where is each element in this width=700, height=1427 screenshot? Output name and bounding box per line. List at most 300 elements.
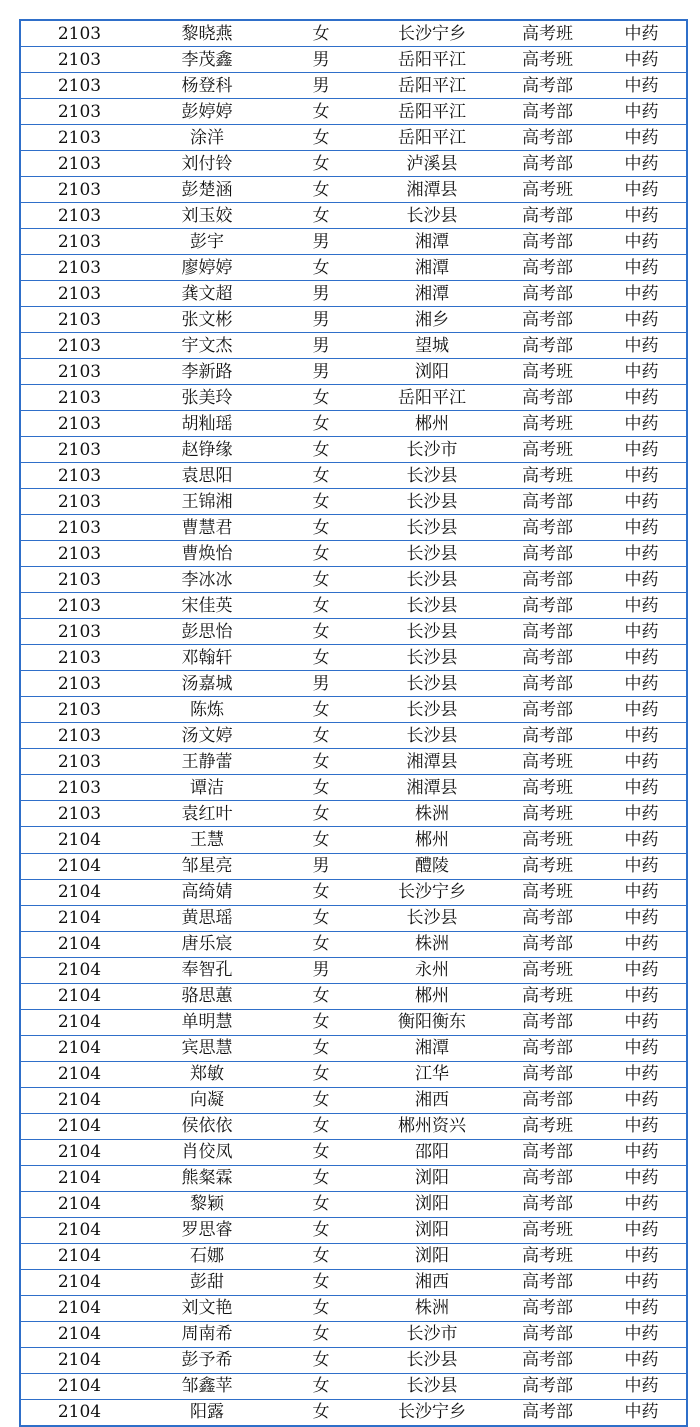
class-cell: 2104 [20, 1139, 138, 1165]
admission-type-cell: 高考部 [498, 1399, 597, 1426]
origin-cell: 岳阳平江 [366, 385, 498, 411]
origin-cell: 湘潭 [366, 1035, 498, 1061]
class-cell: 2103 [20, 73, 138, 99]
gender-cell: 男 [276, 359, 366, 385]
name-cell: 彭予希 [138, 1347, 276, 1373]
major-cell: 中药 [597, 385, 687, 411]
admission-type-cell: 高考部 [498, 697, 597, 723]
gender-cell: 男 [276, 333, 366, 359]
table-row [20, 827, 687, 853]
name-cell: 汤嘉城 [138, 671, 276, 697]
name-cell: 高绮婧 [138, 879, 276, 905]
class-cell: 2104 [20, 1347, 138, 1373]
name-cell: 宋佳英 [138, 593, 276, 619]
major-cell: 中药 [597, 281, 687, 307]
origin-cell: 浏阳 [366, 1165, 498, 1191]
major-cell: 中药 [597, 619, 687, 645]
class-cell: 2103 [20, 281, 138, 307]
table-row [20, 1113, 687, 1139]
table-row [20, 1035, 687, 1061]
table-row [20, 1373, 687, 1399]
major-cell: 中药 [597, 827, 687, 853]
class-cell: 2103 [20, 307, 138, 333]
admission-type-cell: 高考部 [498, 1139, 597, 1165]
origin-cell: 浏阳 [366, 1217, 498, 1243]
name-cell: 彭思怡 [138, 619, 276, 645]
origin-cell: 浏阳 [366, 1243, 498, 1269]
class-cell: 2103 [20, 541, 138, 567]
admission-type-cell: 高考部 [498, 203, 597, 229]
table-row [20, 177, 687, 203]
origin-cell: 长沙县 [366, 723, 498, 749]
admission-type-cell: 高考部 [498, 567, 597, 593]
origin-cell: 湘潭县 [366, 749, 498, 775]
table-row [20, 203, 687, 229]
class-cell: 2104 [20, 1061, 138, 1087]
gender-cell: 女 [276, 1373, 366, 1399]
admission-type-cell: 高考部 [498, 1269, 597, 1295]
major-cell: 中药 [597, 515, 687, 541]
admission-type-cell: 高考班 [498, 827, 597, 853]
admission-type-cell: 高考部 [498, 99, 597, 125]
gender-cell: 女 [276, 723, 366, 749]
table-row [20, 1399, 687, 1426]
table-row [20, 905, 687, 931]
table-row [20, 333, 687, 359]
table-row [20, 125, 687, 151]
admission-type-cell: 高考部 [498, 931, 597, 957]
major-cell: 中药 [597, 307, 687, 333]
gender-cell: 女 [276, 801, 366, 827]
admission-type-cell: 高考部 [498, 1035, 597, 1061]
table-row [20, 775, 687, 801]
origin-cell: 浏阳 [366, 1191, 498, 1217]
admission-type-cell: 高考班 [498, 359, 597, 385]
gender-cell: 女 [276, 1347, 366, 1373]
major-cell: 中药 [597, 177, 687, 203]
admission-type-cell: 高考部 [498, 255, 597, 281]
table-row [20, 645, 687, 671]
major-cell: 中药 [597, 593, 687, 619]
class-cell: 2104 [20, 1113, 138, 1139]
origin-cell: 岳阳平江 [366, 47, 498, 73]
admission-type-cell: 高考班 [498, 983, 597, 1009]
major-cell: 中药 [597, 229, 687, 255]
name-cell: 王静蕾 [138, 749, 276, 775]
class-cell: 2103 [20, 99, 138, 125]
class-cell: 2104 [20, 957, 138, 983]
admission-type-cell: 高考部 [498, 645, 597, 671]
student-table [19, 19, 688, 1427]
origin-cell: 湘西 [366, 1087, 498, 1113]
admission-type-cell: 高考部 [498, 1295, 597, 1321]
admission-type-cell: 高考班 [498, 20, 597, 47]
gender-cell: 男 [276, 853, 366, 879]
name-cell: 侯依依 [138, 1113, 276, 1139]
major-cell: 中药 [597, 463, 687, 489]
table-row [20, 1009, 687, 1035]
admission-type-cell: 高考部 [498, 333, 597, 359]
gender-cell: 女 [276, 203, 366, 229]
class-cell: 2104 [20, 983, 138, 1009]
major-cell: 中药 [597, 1035, 687, 1061]
origin-cell: 郴州 [366, 827, 498, 853]
major-cell: 中药 [597, 1373, 687, 1399]
class-cell: 2103 [20, 255, 138, 281]
origin-cell: 长沙县 [366, 905, 498, 931]
major-cell: 中药 [597, 541, 687, 567]
origin-cell: 长沙县 [366, 697, 498, 723]
class-cell: 2103 [20, 645, 138, 671]
name-cell: 刘付铃 [138, 151, 276, 177]
admission-type-cell: 高考班 [498, 879, 597, 905]
admission-type-cell: 高考部 [498, 905, 597, 931]
origin-cell: 湘西 [366, 1269, 498, 1295]
origin-cell: 湘潭县 [366, 177, 498, 203]
origin-cell: 郴州资兴 [366, 1113, 498, 1139]
major-cell: 中药 [597, 671, 687, 697]
major-cell: 中药 [597, 1009, 687, 1035]
gender-cell: 女 [276, 827, 366, 853]
table-row [20, 1217, 687, 1243]
gender-cell: 女 [276, 1191, 366, 1217]
origin-cell: 长沙县 [366, 1347, 498, 1373]
table-row [20, 1087, 687, 1113]
origin-cell: 湘潭 [366, 281, 498, 307]
major-cell: 中药 [597, 47, 687, 73]
major-cell: 中药 [597, 931, 687, 957]
name-cell: 邹星亮 [138, 853, 276, 879]
admission-type-cell: 高考部 [498, 1191, 597, 1217]
name-cell: 罗思睿 [138, 1217, 276, 1243]
gender-cell: 女 [276, 125, 366, 151]
major-cell: 中药 [597, 203, 687, 229]
name-cell: 王锦湘 [138, 489, 276, 515]
name-cell: 石娜 [138, 1243, 276, 1269]
class-cell: 2103 [20, 203, 138, 229]
name-cell: 胡籼瑶 [138, 411, 276, 437]
major-cell: 中药 [597, 853, 687, 879]
major-cell: 中药 [597, 697, 687, 723]
gender-cell: 女 [276, 177, 366, 203]
admission-type-cell: 高考部 [498, 515, 597, 541]
gender-cell: 女 [276, 489, 366, 515]
gender-cell: 女 [276, 411, 366, 437]
table-row [20, 1295, 687, 1321]
major-cell: 中药 [597, 1087, 687, 1113]
origin-cell: 湘潭 [366, 229, 498, 255]
major-cell: 中药 [597, 1165, 687, 1191]
name-cell: 邓翰轩 [138, 645, 276, 671]
gender-cell: 女 [276, 1087, 366, 1113]
origin-cell: 岳阳平江 [366, 125, 498, 151]
gender-cell: 女 [276, 1035, 366, 1061]
table-row [20, 801, 687, 827]
table-row [20, 671, 687, 697]
class-cell: 2104 [20, 1087, 138, 1113]
gender-cell: 女 [276, 1061, 366, 1087]
table-row [20, 1347, 687, 1373]
class-cell: 2103 [20, 671, 138, 697]
major-cell: 中药 [597, 1321, 687, 1347]
table-row [20, 749, 687, 775]
admission-type-cell: 高考班 [498, 853, 597, 879]
name-cell: 赵铮缘 [138, 437, 276, 463]
admission-type-cell: 高考部 [498, 593, 597, 619]
class-cell: 2103 [20, 151, 138, 177]
class-cell: 2103 [20, 463, 138, 489]
table-row [20, 307, 687, 333]
name-cell: 彭宇 [138, 229, 276, 255]
name-cell: 刘玉姣 [138, 203, 276, 229]
gender-cell: 男 [276, 47, 366, 73]
name-cell: 李冰冰 [138, 567, 276, 593]
admission-type-cell: 高考班 [498, 463, 597, 489]
name-cell: 龚文超 [138, 281, 276, 307]
class-cell: 2103 [20, 749, 138, 775]
table-row [20, 463, 687, 489]
class-cell: 2103 [20, 801, 138, 827]
name-cell: 骆思蕙 [138, 983, 276, 1009]
admission-type-cell: 高考部 [498, 1061, 597, 1087]
origin-cell: 长沙宁乡 [366, 879, 498, 905]
major-cell: 中药 [597, 1191, 687, 1217]
gender-cell: 女 [276, 697, 366, 723]
gender-cell: 女 [276, 879, 366, 905]
table-row [20, 619, 687, 645]
admission-type-cell: 高考班 [498, 1243, 597, 1269]
admission-type-cell: 高考部 [498, 125, 597, 151]
origin-cell: 长沙县 [366, 463, 498, 489]
name-cell: 袁思阳 [138, 463, 276, 489]
admission-type-cell: 高考部 [498, 73, 597, 99]
name-cell: 曹慧君 [138, 515, 276, 541]
admission-type-cell: 高考部 [498, 619, 597, 645]
name-cell: 李新路 [138, 359, 276, 385]
admission-type-cell: 高考部 [498, 489, 597, 515]
table-row [20, 723, 687, 749]
class-cell: 2104 [20, 1399, 138, 1426]
major-cell: 中药 [597, 125, 687, 151]
name-cell: 邹鑫苹 [138, 1373, 276, 1399]
table-row [20, 281, 687, 307]
gender-cell: 女 [276, 151, 366, 177]
major-cell: 中药 [597, 775, 687, 801]
table-row [20, 1139, 687, 1165]
gender-cell: 女 [276, 255, 366, 281]
gender-cell: 女 [276, 385, 366, 411]
major-cell: 中药 [597, 359, 687, 385]
gender-cell: 女 [276, 775, 366, 801]
name-cell: 陈炼 [138, 697, 276, 723]
class-cell: 2103 [20, 47, 138, 73]
gender-cell: 女 [276, 1009, 366, 1035]
admission-type-cell: 高考部 [498, 1373, 597, 1399]
table-row [20, 411, 687, 437]
major-cell: 中药 [597, 437, 687, 463]
name-cell: 肖佼凤 [138, 1139, 276, 1165]
gender-cell: 女 [276, 1399, 366, 1426]
origin-cell: 郴州 [366, 983, 498, 1009]
major-cell: 中药 [597, 1217, 687, 1243]
class-cell: 2104 [20, 1217, 138, 1243]
name-cell: 单明慧 [138, 1009, 276, 1035]
name-cell: 熊粲霖 [138, 1165, 276, 1191]
name-cell: 黄思瑶 [138, 905, 276, 931]
gender-cell: 女 [276, 1243, 366, 1269]
name-cell: 黎颖 [138, 1191, 276, 1217]
admission-type-cell: 高考班 [498, 749, 597, 775]
origin-cell: 株洲 [366, 931, 498, 957]
class-cell: 2103 [20, 593, 138, 619]
admission-type-cell: 高考班 [498, 801, 597, 827]
table-row [20, 73, 687, 99]
table-row [20, 489, 687, 515]
class-cell: 2104 [20, 1295, 138, 1321]
origin-cell: 长沙县 [366, 593, 498, 619]
name-cell: 刘文艳 [138, 1295, 276, 1321]
table-row [20, 1321, 687, 1347]
admission-type-cell: 高考班 [498, 1113, 597, 1139]
table-row [20, 879, 687, 905]
origin-cell: 株洲 [366, 801, 498, 827]
admission-type-cell: 高考班 [498, 957, 597, 983]
gender-cell: 男 [276, 73, 366, 99]
name-cell: 彭楚涵 [138, 177, 276, 203]
class-cell: 2103 [20, 775, 138, 801]
name-cell: 阳露 [138, 1399, 276, 1426]
table-row [20, 255, 687, 281]
origin-cell: 江华 [366, 1061, 498, 1087]
origin-cell: 长沙县 [366, 541, 498, 567]
origin-cell: 永州 [366, 957, 498, 983]
admission-type-cell: 高考部 [498, 541, 597, 567]
origin-cell: 浏阳 [366, 359, 498, 385]
class-cell: 2103 [20, 385, 138, 411]
admission-type-cell: 高考部 [498, 1347, 597, 1373]
gender-cell: 女 [276, 749, 366, 775]
table-row [20, 359, 687, 385]
class-cell: 2104 [20, 1243, 138, 1269]
major-cell: 中药 [597, 801, 687, 827]
gender-cell: 女 [276, 515, 366, 541]
gender-cell: 女 [276, 463, 366, 489]
class-cell: 2103 [20, 437, 138, 463]
name-cell: 廖婷婷 [138, 255, 276, 281]
class-cell: 2104 [20, 879, 138, 905]
class-cell: 2104 [20, 1321, 138, 1347]
table-row [20, 1243, 687, 1269]
gender-cell: 女 [276, 1321, 366, 1347]
table-row [20, 515, 687, 541]
class-cell: 2104 [20, 1191, 138, 1217]
admission-type-cell: 高考部 [498, 229, 597, 255]
major-cell: 中药 [597, 151, 687, 177]
name-cell: 宾思慧 [138, 1035, 276, 1061]
name-cell: 彭婷婷 [138, 99, 276, 125]
admission-type-cell: 高考班 [498, 177, 597, 203]
gender-cell: 女 [276, 905, 366, 931]
gender-cell: 女 [276, 1217, 366, 1243]
class-cell: 2103 [20, 359, 138, 385]
major-cell: 中药 [597, 255, 687, 281]
class-cell: 2103 [20, 125, 138, 151]
origin-cell: 泸溪县 [366, 151, 498, 177]
class-cell: 2103 [20, 177, 138, 203]
admission-type-cell: 高考部 [498, 1321, 597, 1347]
gender-cell: 男 [276, 957, 366, 983]
name-cell: 杨登科 [138, 73, 276, 99]
origin-cell: 株洲 [366, 1295, 498, 1321]
origin-cell: 望城 [366, 333, 498, 359]
gender-cell: 女 [276, 1139, 366, 1165]
origin-cell: 长沙县 [366, 671, 498, 697]
class-cell: 2103 [20, 229, 138, 255]
name-cell: 涂洋 [138, 125, 276, 151]
major-cell: 中药 [597, 99, 687, 125]
admission-type-cell: 高考班 [498, 1217, 597, 1243]
class-cell: 2103 [20, 515, 138, 541]
origin-cell: 长沙县 [366, 515, 498, 541]
major-cell: 中药 [597, 723, 687, 749]
table-row [20, 541, 687, 567]
table-row [20, 151, 687, 177]
major-cell: 中药 [597, 333, 687, 359]
class-cell: 2104 [20, 1165, 138, 1191]
admission-type-cell: 高考部 [498, 281, 597, 307]
table-row [20, 957, 687, 983]
name-cell: 张文彬 [138, 307, 276, 333]
table-row [20, 20, 687, 47]
admission-type-cell: 高考班 [498, 775, 597, 801]
table-row [20, 983, 687, 1009]
class-cell: 2104 [20, 905, 138, 931]
major-cell: 中药 [597, 1061, 687, 1087]
gender-cell: 女 [276, 619, 366, 645]
origin-cell: 长沙县 [366, 645, 498, 671]
name-cell: 郑敏 [138, 1061, 276, 1087]
major-cell: 中药 [597, 1399, 687, 1426]
class-cell: 2103 [20, 619, 138, 645]
table-row [20, 567, 687, 593]
table-row [20, 437, 687, 463]
name-cell: 李茂鑫 [138, 47, 276, 73]
table-row [20, 1061, 687, 1087]
class-cell: 2103 [20, 723, 138, 749]
class-cell: 2103 [20, 411, 138, 437]
gender-cell: 男 [276, 281, 366, 307]
gender-cell: 女 [276, 20, 366, 47]
origin-cell: 长沙县 [366, 619, 498, 645]
admission-type-cell: 高考班 [498, 411, 597, 437]
major-cell: 中药 [597, 1269, 687, 1295]
major-cell: 中药 [597, 1243, 687, 1269]
name-cell: 宇文杰 [138, 333, 276, 359]
name-cell: 汤文婷 [138, 723, 276, 749]
gender-cell: 男 [276, 307, 366, 333]
admission-type-cell: 高考部 [498, 307, 597, 333]
class-cell: 2104 [20, 853, 138, 879]
name-cell: 谭洁 [138, 775, 276, 801]
major-cell: 中药 [597, 645, 687, 671]
admission-type-cell: 高考部 [498, 723, 597, 749]
major-cell: 中药 [597, 749, 687, 775]
class-cell: 2104 [20, 827, 138, 853]
name-cell: 黎晓燕 [138, 20, 276, 47]
gender-cell: 女 [276, 99, 366, 125]
origin-cell: 湘乡 [366, 307, 498, 333]
origin-cell: 长沙宁乡 [366, 20, 498, 47]
